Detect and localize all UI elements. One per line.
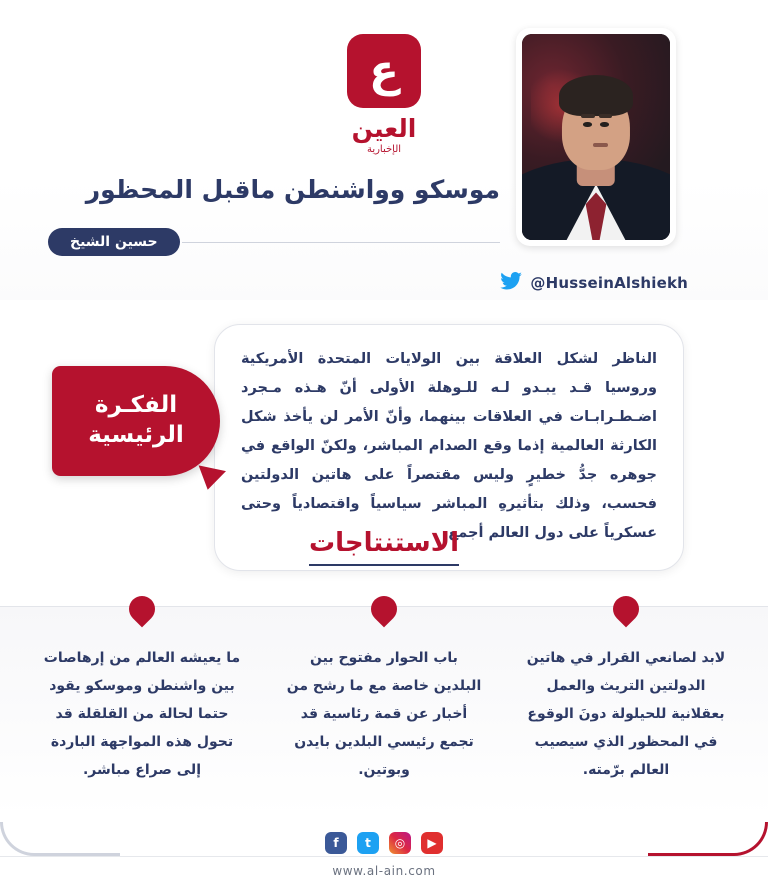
conclusions-heading-text: الاستنتاجات (309, 528, 459, 566)
twitter-handle[interactable] (500, 272, 688, 293)
list-item (28, 596, 256, 784)
logo-subtitle: الإخبارية (366, 144, 402, 155)
main-idea-badge-line1: الفكـرة (94, 392, 178, 419)
author-portrait-frame (516, 28, 676, 246)
twitter-bird-icon (500, 272, 522, 293)
header (0, 0, 768, 318)
instagram-icon[interactable]: ◎ (389, 832, 411, 854)
youtube-icon[interactable]: ▶ (421, 832, 443, 854)
page-title (48, 172, 500, 207)
logo-wordmark: العين (351, 114, 417, 143)
main-idea-section (0, 318, 768, 541)
twitter-handle-text: @HusseinAlshiekh (530, 273, 688, 292)
conclusion-text: باب الحوار مفتوح بين البلدين خاصة مع ما رشح من أخبار عن قمة رئاسية قد تجمع رئيسي البلدين بايدن وبوتين. (286, 650, 482, 778)
brand-logo (309, 34, 459, 155)
pin-icon (366, 591, 403, 628)
facebook-icon[interactable]: f (325, 832, 347, 854)
list-item (512, 596, 740, 784)
website-url[interactable]: www.al-ain.com (0, 856, 768, 878)
main-idea-badge-line2: الرئيسية (88, 422, 184, 448)
conclusions-columns (28, 596, 740, 784)
footer (0, 812, 768, 886)
conclusions-heading (0, 528, 768, 566)
byline (48, 228, 500, 256)
conclusion-text: لابد لصانعي القرار في هاتين الدولتين التريث والعمل بعقلانية للحيلولة دونَ الوقوع في المحظور الذي سيصيب العالم برّمته. (526, 650, 726, 778)
social-links[interactable] (0, 832, 768, 854)
avatar (522, 34, 670, 240)
twitter-icon[interactable]: t (357, 832, 379, 854)
pin-icon (124, 591, 161, 628)
list-item (270, 596, 498, 784)
main-title-text: موسكو وواشنطن ماقبل المحظور (85, 175, 500, 204)
main-idea-text: الناظر لشكل العلاقة بين الولايات المتحدة الأمريكية وروسيا قـد يبـدو لـه للـوهلة الأولى أنّ هـذه مـجرد اضـطـرابـات في العلاقات بينهما، وأنّ الأمر لن يأخذ شكل الكارثة العالمية إذما وقع الصدام المباشر، ولكنّ الواقع في جوهره جدُّ خطيرٍ وليس مقتصراً على هاتين الدولتين فحسب، وذلك بتأثيرهِ المباشر سياسياً واقتصادياً وحتى عسكرياً على دول العالم أجمع. (241, 351, 657, 541)
byline-rule (182, 242, 500, 243)
author-name-badge: حسين الشيخ (48, 228, 180, 256)
main-idea-badge-tail (194, 465, 226, 492)
pin-icon (608, 591, 645, 628)
conclusion-text: ما يعيشه العالم من إرهاصات بين واشنطن وموسكو يقود حتما لحالة من القلقلة قد تحول هذه المواجهة الباردة إلى صراع مباشر. (43, 650, 241, 778)
main-idea-badge (52, 366, 220, 476)
logo-mark: ع (347, 34, 421, 108)
